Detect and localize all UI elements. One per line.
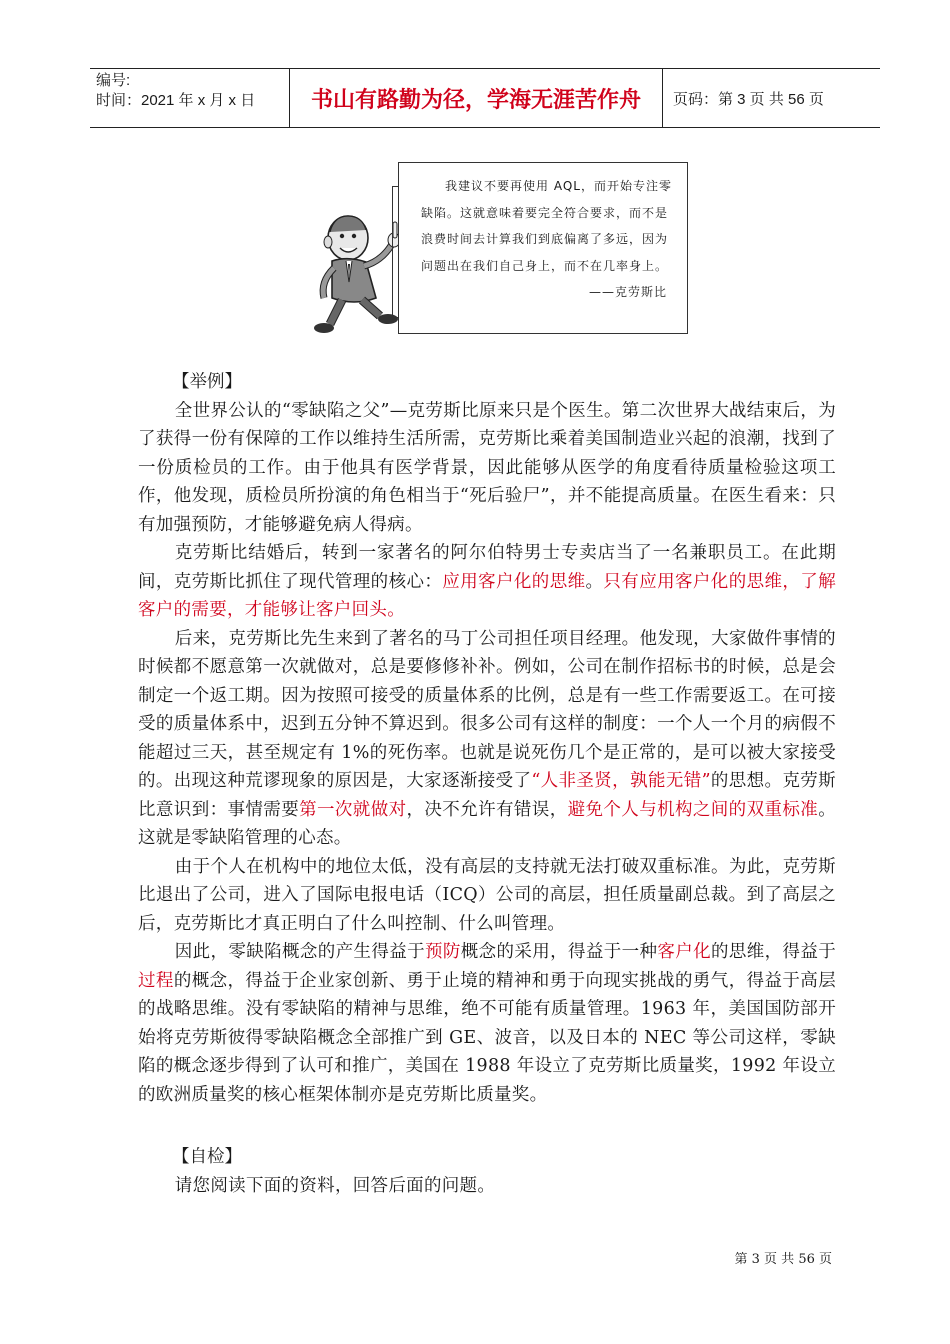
page-footer: 第 3 页 共 56 页 (734, 1252, 832, 1267)
p3-text-c: ，决不允许有错误， (406, 799, 568, 820)
self-check-text: 请您阅读下面的资料，回答后面的问题。 (174, 1175, 496, 1196)
self-check-heading: 【自检】 (172, 1147, 242, 1167)
example-paragraph-2 (138, 539, 836, 625)
p3-highlight-1: “人非圣贤，孰能无错” (531, 771, 711, 791)
example-paragraph-1: 全世界公认的“零缺陷之父”—克劳斯比原来只是个医生。第二次世界大战结束后，为了获得一份有保障的工作以维持生活所需，克劳斯比乘着美国制造业兴起的浪潮，找到了一份质检员的工作。由于他具有医学背景，因此能够从医学的角度看待质量检验这项工作，他发现，质检员所扮演的角色相当于“死后验尸”，并不能提高质量。在医生看来：只有加强预防，才能够避免病人得病。 (138, 400, 836, 535)
p5-highlight-2: 客户化 (657, 942, 711, 962)
page-header (90, 68, 880, 128)
header-motto-cell (290, 69, 663, 127)
p2-text-a: 克劳斯比结婚后，转到一家著名的阿尔伯特男士专卖店当了一名兼职员工。在此期间，克劳斯比抓住了现代管理的核心： (138, 543, 836, 592)
p5-text-d: 的概念，得益于企业家创新、勇于止境的精神和勇于向现实挑战的勇气，得益于高层的战略思维。没有零缺陷的精神与思维，绝不可能有质量管理。1963 年，美国国防部开始将克劳斯彼得零缺陷概念全部推广到 GE、波音，以及日本的 NEC 等公司这样，零缺陷的概念逐步得到了认可和推广，美国在 1988 年设立了克劳斯比质量奖，1992 年设立的欧洲质量奖的核心框架体制亦是克劳斯比质量奖。 (138, 970, 836, 1105)
p2-highlight-2: 只有应用客户化的思维，了解客户的需要，才能够让客户回头。 (138, 571, 836, 620)
example-paragraph-5 (138, 938, 836, 1109)
example-paragraph-3 (138, 625, 836, 853)
main-content (138, 368, 836, 1200)
example-paragraph-4: 由于个人在机构中的地位太低，没有高层的支持就无法打破双重标准。为此，克劳斯比退出了公司，进入了国际电报电话（ICQ）公司的高层，担任质量副总裁。到了高层之后，克劳斯比才真正明白了什么叫控制、什么叫管理。 (138, 856, 836, 934)
header-page-label: 页码：第 3 页 共 56 页 (673, 90, 824, 108)
quote-text: 我建议不要再使用 AQL，而开始专注零缺陷。这就意味着要完全符合要求，而不是浪费时间去计算我们到底偏离了多远，因为问题出在我们自己身上，而不在几率身上。 (421, 179, 672, 273)
quote-author: ——克劳斯比 (588, 285, 667, 299)
p5-highlight-3: 过程 (138, 970, 174, 991)
p3-highlight-2: 第一次就做对 (299, 799, 407, 820)
section-gap (138, 1109, 836, 1143)
example-heading: 【举例】 (172, 372, 242, 392)
p5-text-a: 因此，零缺陷概念的产生得益于 (174, 942, 425, 962)
p3-text-a: 后来，克劳斯比先生来到了著名的马丁公司担任项目经理。他发现，大家做件事情的时候都不愿意第一次就做对，总是要修修补补。例如，公司在制作招标书的时候，总是会制定一个返工期。因为按照可接受的质量体系的比例，总是有一些工作需要返工。在可接受的质量体系中，迟到五分钟不算迟到。很多公司有这样的制度：一个人一个月的病假不能超过三天，甚至规定有 1%的死伤率。也就是说死伤几个是正常的，是可以被大家接受的。出现这种荒谬现象的原因是，大家逐渐接受了 (138, 628, 836, 791)
quote-card (398, 162, 688, 334)
header-motto: 书山有路勤为径，学海无涯苦作舟 (310, 87, 641, 113)
code-label: 编号: (96, 72, 131, 89)
p5-text-c: 的思维，得益于 (710, 942, 836, 962)
p3-highlight-3: 避免个人与机构之间的双重标准 (567, 799, 819, 820)
p3-text-d: 。这就是零缺陷管理的心态。 (138, 799, 836, 848)
p3-text-b: 的思想。克劳斯比意识到：事情需要 (138, 771, 836, 820)
p5-highlight-1: 预防 (424, 942, 461, 962)
p2-text-b: 。 (585, 571, 604, 592)
p5-text-b: 概念的采用，得益于一种 (460, 942, 658, 962)
p2-highlight-1: 应用客户化的思维 (442, 571, 586, 592)
header-meta (90, 69, 290, 127)
time-label: 时间：2021 年 x 月 x 日 (96, 92, 256, 109)
